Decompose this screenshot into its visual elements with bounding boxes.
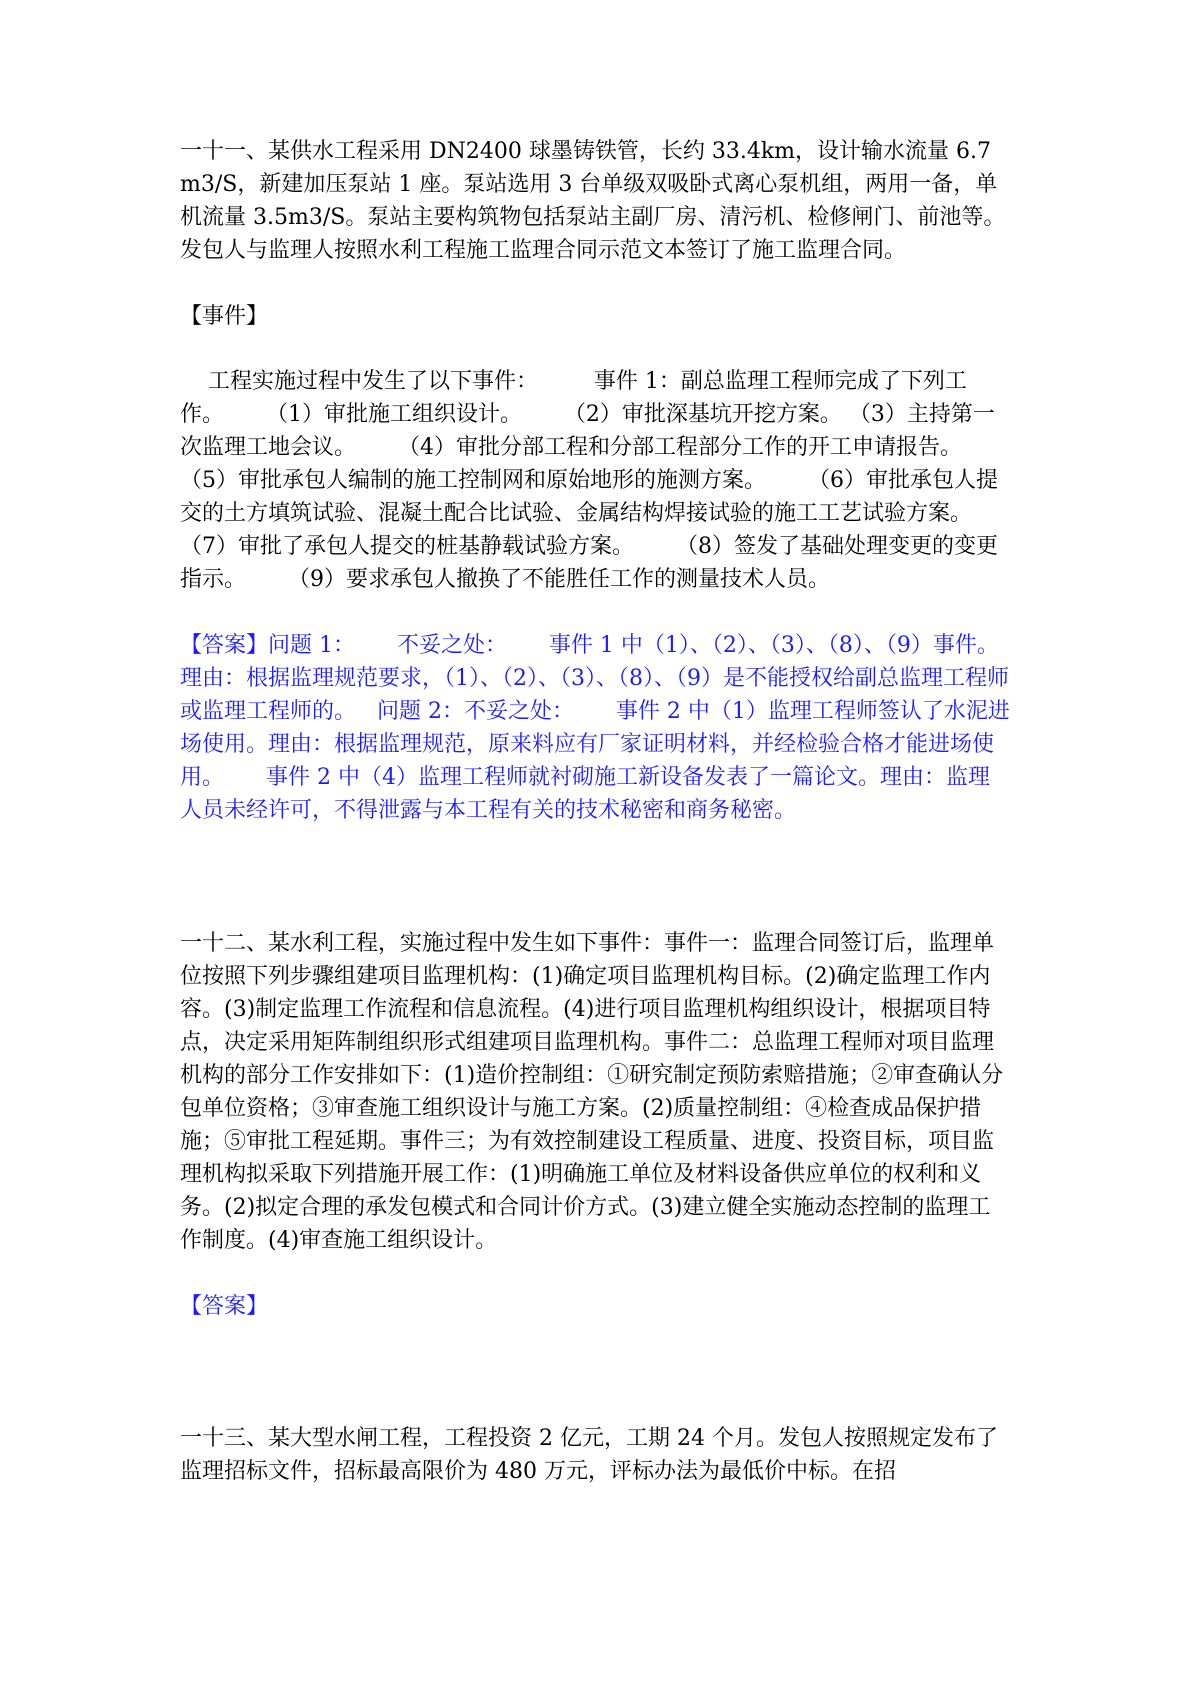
question-11-event-heading: 【事件】 bbox=[180, 304, 269, 329]
question-11-event-text: 工程实施过程中发生了以下事件： 事件 1：副总监理工程师完成了下列工作。 （1）审批施工组织设计。 （2）审批深基坑开挖方案。 （3）主持第一次监理工地会议。 （4）审批分部工程和分部工程部分工作的开工申请报告。 （5）审批承包人编制的施工控制网和原始地形的施测方案。 （6）审批承包人提交的土方填筑试验、混凝土配合比试验、金属结构焊接试验的施工工艺试验方案。 （7）审批了承包人提交的桩基静载试验方案。 （8）签发了基础处理变更的变更指示。 （9）要求承包人撤换了不能胜任工作的测量技术人员。 bbox=[180, 369, 1014, 592]
question-11-answer: 【答案】问题 1： 不妥之处： 事件 1 中（1）、（2）、（3）、（8）、（9）事件。 理由：根据监理规范要求，（1）、（2）、（3）、（8）、（9）是不能授权给副总监理工程师或监理工程师的。 问题 2：不妥之处： 事件 2 中（1）监理工程师签认了水泥进场使用。理由：根据监理规范，原来料应有厂家证明材料，并经检验合格才能进场使用。 事件 2 中（4）监理工程师就衬砌施工新设备发表了一篇论文。理由：监理人员未经许可，不得泄露与本工程有关的技术秘密和商务秘密。 bbox=[180, 633, 1041, 823]
question-12-answer-heading: 【答案】 bbox=[180, 1294, 269, 1319]
document-page bbox=[180, 135, 1041, 1488]
question-11-intro: 一十一、某供水工程采用 DN2400 球墨铸铁管，长约 33.4km，设计输水流量 6.7m3/S，新建加压泵站 1 座。泵站选用 3 台单级双吸卧式离心泵机组，两用一备，单机流量 3.5m3/S。泵站主要构筑物包括泵站主副厂房、清污机、检修闸门、前池等。发包人与监理人按照水利工程施工监理合同示范文本签订了施工监理合同。 bbox=[180, 139, 1006, 263]
question-12-intro: 一十二、某水利工程，实施过程中发生如下事件：事件一：监理合同签订后，监理单位按照下列步骤组建项目监理机构：(1)确定项目监理机构目标。(2)确定监理工作内容。(3)制定监理工作流程和信息流程。(4)进行项目监理机构组织设计，根据项目特点，决定采用矩阵制组织形式组建项目监理机构。事件二：总监理工程师对项目监理机构的部分工作安排如下：(1)造价控制组：①研究制定预防索赔措施；②审查确认分包单位资格；③审查施工组织设计与施工方案。(2)质量控制组：④检查成品保护措施；⑤审批工程延期。事件三；为有效控制建设工程质量、进度、投资目标，项目监理机构拟采取下列措施开展工作：(1)明确施工单位及材料设备供应单位的权利和义务。(2)拟定合理的承发包模式和合同计价方式。(3)建立健全实施动态控制的监理工作制度。(4)审查施工组织设计。 bbox=[180, 931, 1004, 1253]
question-13-intro: 一十三、某大型水闸工程，工程投资 2 亿元，工期 24 个月。发包人按照规定发布了监理招标文件，招标最高限价为 480 万元，评标办法为最低价中标。在招 bbox=[180, 1426, 998, 1484]
